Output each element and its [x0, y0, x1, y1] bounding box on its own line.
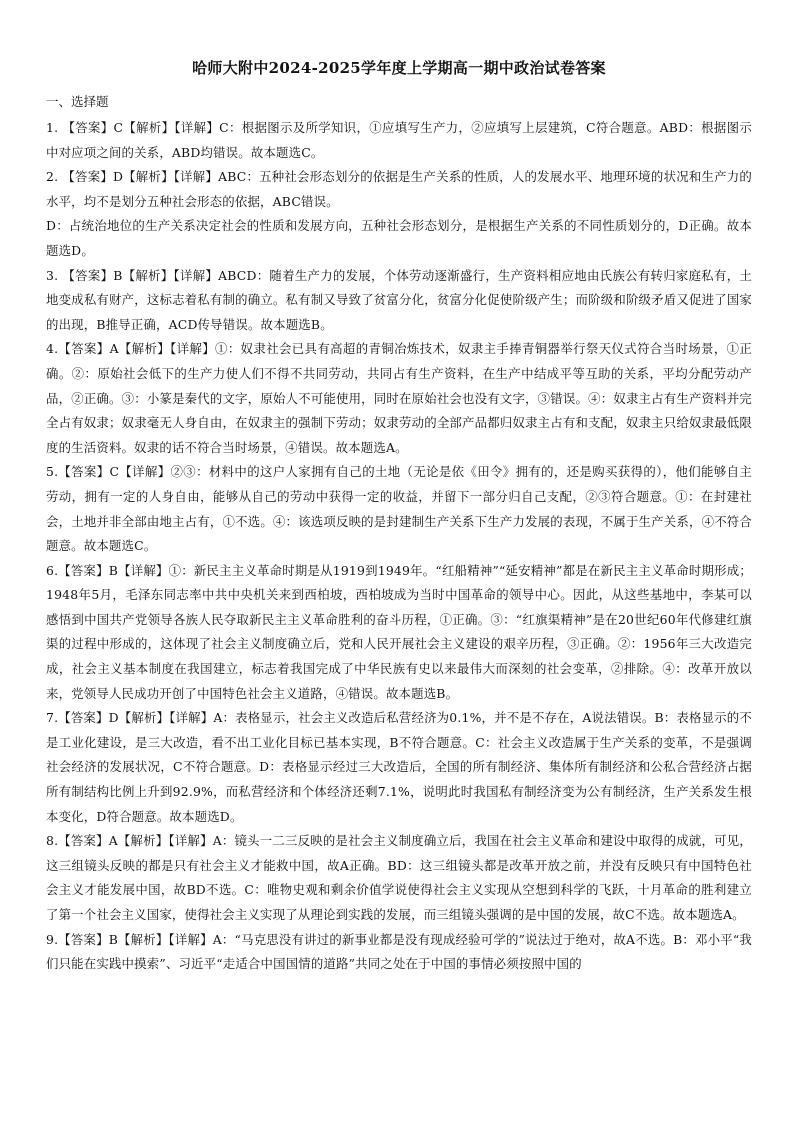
section-heading: 一、选择题 [46, 94, 109, 109]
page-title: 哈师大附中2024-2025学年度上学期高一期中政治试卷答案 [192, 59, 606, 77]
answer-paragraph-2: 2. 【答案】D【解析】【详解】ABC：五种社会形态划分的依据是生产关系的性质，人的发展水平、地理环境的状况和生产力的水平，均不是划分五种社会形态的依据，ABC错误。 [46, 169, 752, 209]
answer-paragraph-8: 8.【答案】A【解析】【详解】A：镜头一二三反映的是社会主义制度确立后，我国在社会主义革命和建设中取得的成就，可见，这三组镜头反映的都是只有社会主义才能救中国，故A正确。BD：这三组镜头都是改革开放之前，并没有反映只有中国特色社会主义才能发展中国，故BD不选。C：唯物史观和剩余价值学说使得社会主义实现从空想到科学的飞跃，十月革命的胜利建立了第一个社会主义国家，使得社会主义实现了从理论到实践的发展，而三组镜头强调的是中国的发展，故C不选。故本题选A。 [46, 833, 752, 922]
answer-paragraph-7: 7.【答案】D【解析】【详解】A：表格显示，社会主义改造后私营经济为0.1%，并不是不存在，A说法错误。B：表格显示的不是工业化建设，是三大改造，看不出工业化目标已基本实现，B不符合题意。C：社会主义改造属于生产关系的变革，不是强调社会经济的发展状况，C不符合题意。D：表格显示经过三大改造后，全国的所有制经济、集体所有制经济和公私合营经济占据所有制结构比例上升到92.9%，而私营经济和个体经济还剩7.1%，说明此时我国私有制经济变为公有制经济，生产关系发生根本变化，D符合题意。故本题选D。 [46, 710, 752, 824]
answer-paragraph-9: 9.【答案】B【解析】【详解】A：“马克思没有讲过的新事业都是没有现成经验可学的”说法过于绝对，故A不选。B：邓小平“我们只能在实践中摸索”、习近平“走适合中国国情的道路”共同之处在于中国的事情必须按照中国的 [46, 931, 752, 972]
answer-paragraph-2-continued: D：占统治地位的生产关系决定社会的性质和发展方向，五种社会形态划分，是根据生产关系的不同性质划分的，D正确。故本题选D。 [46, 218, 752, 258]
answer-paragraph-4: 4.【答案】A【解析】【详解】①：奴隶社会已具有高超的青铜冶炼技术，奴隶主手捧青铜器举行祭天仪式符合当时场景，①正确。②：原始社会低下的生产力使人们不得不共同劳动，共同占有生产资料，在生产中结成平等互助的关系，平均分配劳动产品，②正确。③：小篆是秦代的文字，原始人不可能使用，同时在原始社会也没有文字，③错误。④：奴隶主占有生产资料并完全占有奴隶；奴隶毫无人身自由，在奴隶主的强制下劳动；奴隶劳动的全部产品都归奴隶主占有和支配，奴隶主只给奴隶最低限度的生活资料。奴隶的话不符合当时场景，④错误。故本题选A。 [46, 341, 752, 455]
answer-paragraph-3: 3. 【答案】B【解析】【详解】ABCD：随着生产力的发展，个体劳动逐渐盛行，生产资料相应地由氏族公有转归家庭私有，土地变成私有财产，这标志着私有制的确立。私有制又导致了贫富分化，贫富分化促使阶级产生；而阶级和阶级矛盾又促进了国家的出现，B推导正确，ACD传导错误。故本题选B。 [46, 267, 752, 332]
answer-paragraph-5: 5.【答案】C【详解】②③：材料中的这户人家拥有自己的土地（无论是依《田令》拥有的，还是购买获得的），他们能够自主劳动，拥有一定的人身自由，能够从自己的劳动中获得一定的收益，并留下一部分归自己支配，②③符合题意。①：在封建社会，土地并非全部由地主占有，①不选。④：该选项反映的是封建制生产关系下生产力发展的表现，不属于生产关系，④不符合题意。故本题选C。 [46, 464, 752, 554]
answer-paragraph-1: 1. 【答案】C【解析】【详解】C：根据图示及所学知识，①应填写生产力，②应填写上层建筑，C符合题意。ABD：根据图示中对应项之间的关系，ABD均错误。故本题选C。 [46, 120, 752, 160]
answer-paragraph-6: 6.【答案】B【详解】①：新民主主义革命时期是从1919到1949年。“红船精神”“延安精神”都是在新民主主义革命时期形成；1948年5月，毛泽东同志率中共中央机关来到西柏坡，西柏坡成为当时中国革命的领导中心。因此，从这些基地中，李某可以感悟到中国共产党领导各族人民夺取新民主主义革命胜利的奋斗历程，①正确。③：“红旗渠精神”是在20世纪60年代修建红旗渠的过程中形成的，这体现了社会主义制度确立后，党和人民开展社会主义建设的艰辛历程，③正确。②：1956年三大改造完成，社会主义基本制度在我国建立，标志着我国完成了中华民族有史以来最伟大而深刻的社会变革，②排除。④：改革开放以来，党领导人民成功开创了中国特色社会主义道路，④错误。故本题选B。 [46, 562, 752, 701]
